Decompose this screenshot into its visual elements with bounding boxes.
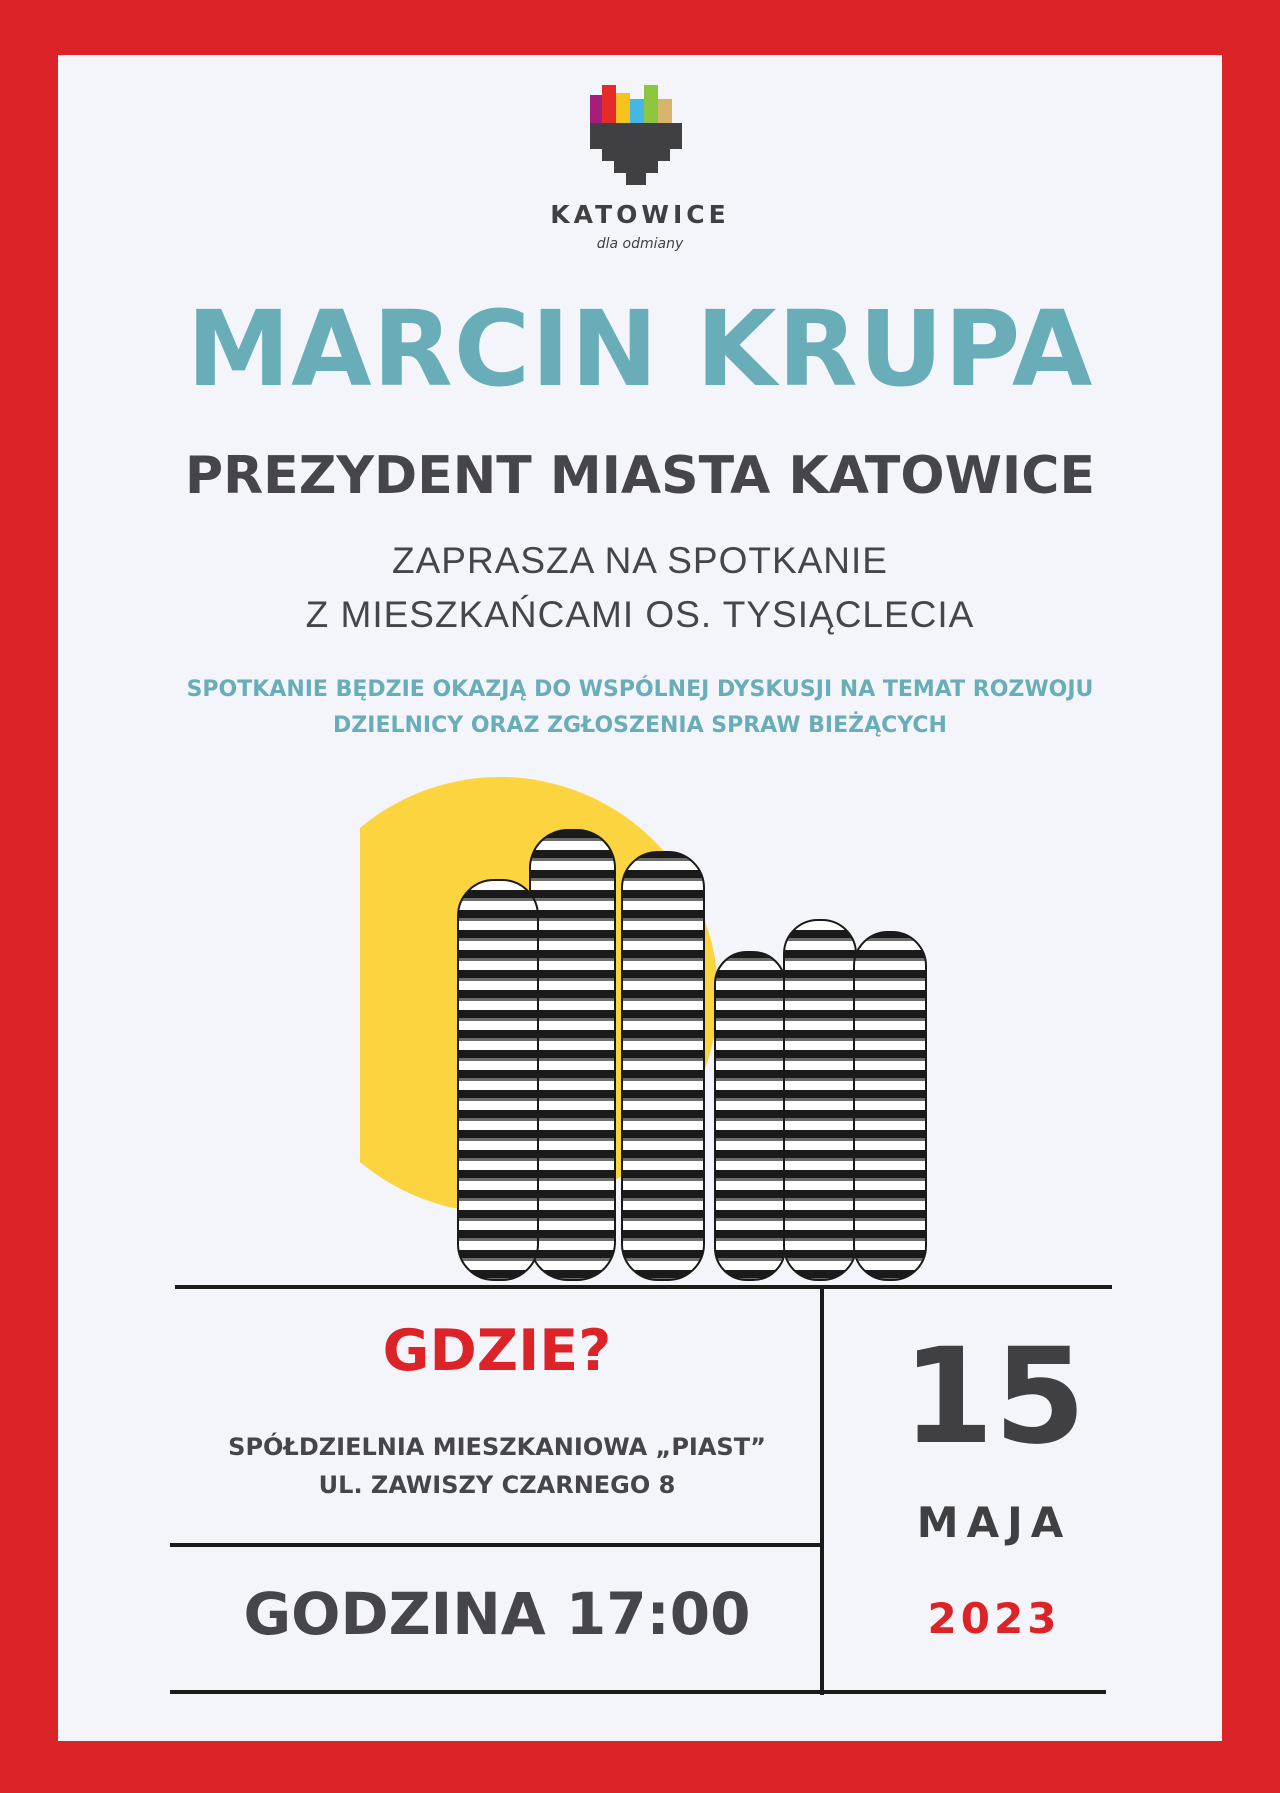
logo-wordmark: KATOWICE <box>550 200 730 229</box>
corn-towers-illustration <box>360 770 960 1290</box>
divider-middle <box>170 1543 824 1547</box>
location-heading: GDZIE? <box>382 1318 612 1384</box>
date-month: MAJA <box>916 1498 1072 1547</box>
invitation-line-1: ZAPRASZA NA SPOTKANIE <box>392 540 888 581</box>
description-line-2: DZIELNICY ORAZ ZGŁOSZENIA SPRAW BIEŻĄCYCH <box>333 713 947 738</box>
invitation-text <box>0 534 1280 642</box>
address-line-2: UL. ZAWISZY CZARNEGO 8 <box>318 1471 676 1499</box>
person-name-heading: MARCIN KRUPA <box>186 288 1094 410</box>
date-day: 15 <box>902 1320 1086 1474</box>
location-address <box>168 1428 826 1504</box>
invitation-line-2: Z MIESZKAŃCAMI OS. TYSIĄCLECIA <box>305 594 975 635</box>
address-line-1: SPÓŁDZIELNIA MIESZKANIOWA „PIAST” <box>228 1433 766 1461</box>
divider-bottom <box>170 1690 1106 1694</box>
date-year: 2023 <box>927 1594 1061 1643</box>
person-role-heading: PREZYDENT MIASTA KATOWICE <box>185 446 1095 506</box>
katowice-heart-logo-icon <box>590 85 690 190</box>
meeting-time: GODZINA 17:00 <box>243 1580 751 1648</box>
meeting-description <box>0 672 1280 744</box>
description-line-1: SPOTKANIE BĘDZIE OKAZJĄ DO WSPÓLNEJ DYSKUSJI NA TEMAT ROZWOJU <box>186 677 1094 702</box>
divider-top <box>175 1285 1112 1289</box>
logo-tagline: dla odmiany <box>596 236 684 252</box>
